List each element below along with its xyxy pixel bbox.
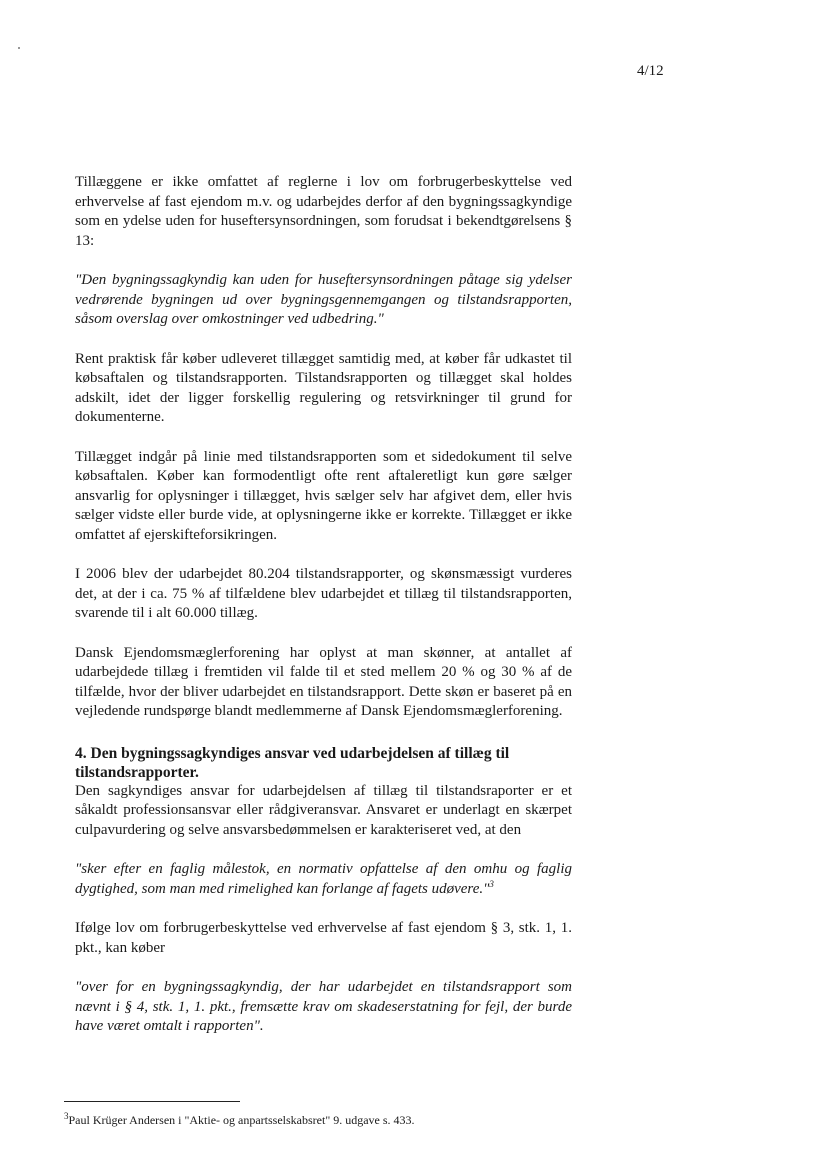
- footnote-text: Paul Krüger Andersen i "Aktie- og anpartsselskabsret" 9. udgave s. 433.: [68, 1113, 415, 1127]
- paragraph-tillaeg-scope: Tillæggene er ikke omfattet af reglerne i lov om forbrugerbeskyttelse ved erhvervelse af fast ejendom m.v. og udarbejdes derfor af den bygningssagkyndige som en ydelse uden for huseftersynsordningen, som forudsat i bekendtgørelsens § 13:: [75, 174, 572, 249]
- paragraph-estimate: Dansk Ejendomsmæglerforening har oplyst at man skønner, at antallet af udarbejdede tillæg i fremtiden vil falde til et sted mellem 20 % og 30 % af de tilfælde, hvor der bliver udarbejdet en tilstandsrapport. Dette skøn er baseret på en vejledende rundspørge blandt medlemmerne af Dansk Ejendomsmæglerforening.: [75, 644, 572, 719]
- footnote-marker: 3: [64, 1111, 69, 1121]
- footnote-reference: 3: [489, 878, 494, 889]
- quote-skadeserstatning: "over for en bygningssagkyndig, der har udarbejdet en tilstandsrapport som nævnt i § 4, stk. 1, 1. pkt., fremsætte krav om skadeserstatning for fejl, der burde have været omtalt i rapporten".: [75, 979, 572, 1034]
- footnote: [64, 1113, 415, 1128]
- section-heading-4: 4. Den bygningssagkyndiges ansvar ved udarbejdelsen af tillæg til tilstandsrapporter.: [75, 744, 510, 781]
- quote-faglig-text: "sker efter en faglig målestok, en normativ opfattelse af den omhu og faglig dygtighed, som man med rimelighed kan forlange af fagets udøvere.": [75, 861, 572, 897]
- paragraph-practical: Rent praktisk får køber udleveret tillægget samtidig med, at køber får udkastet til købsaftalen og tilstandsrapporten. Tilstandsrapporten og tillægget skal holdes adskilt, idet der ligger forskellig regulering og retsvirkninger til grund for dokumenterne.: [75, 350, 572, 425]
- page-body: [75, 173, 572, 1037]
- paragraph-sidedokument: Tillægget indgår på linie med tilstandsrapporten som et sidedokument til selve købsaftalen. Køber kan formodentligt ofte rent aftaleretligt kun gøre sælger ansvarlig for oplysninger i tillægget, hvis sælger selv har afgivet dem, eller hvis sælger vidste eller burde vide, at oplysningerne ikke er korrekte. Tillægget er ikke omfattet af ejerskifteforsikringen.: [75, 448, 572, 543]
- page-number: 4/12: [637, 63, 664, 79]
- quote-bekendtgoerelse: "Den bygningssagkyndig kan uden for huseftersynsordningen påtage sig ydelser vedrørende bygningen ud over bygningsgennemgangen og tilstandsrapporten, såsom overslag over omkostninger ved udbedring.": [75, 272, 572, 327]
- scan-speck: [18, 47, 20, 49]
- paragraph-liability: Den sagkyndiges ansvar for udarbejdelsen af tillæg til tilstandsraporter er et såkaldt professionsansvar eller rådgiveransvar. Ansvaret er underlagt en skærpet culpavurdering og selve ansvarsbedømmelsen er karakteriseret ved, at den: [75, 782, 572, 838]
- paragraph-statistics: I 2006 blev der udarbejdet 80.204 tilstandsrapporter, og skønsmæssigt vurderes det, at der i ca. 75 % af tilfældene blev udarbejdet et tillæg til tilstandsrapporten, svarende til i alt 60.000 tillæg.: [75, 566, 572, 621]
- footnote-divider: [64, 1101, 240, 1102]
- quote-faglig-maalestok: [75, 860, 572, 899]
- paragraph-law-reference: Ifølge lov om forbrugerbeskyttelse ved erhvervelse af fast ejendom § 3, stk. 1, 1. pkt., kan køber: [75, 920, 572, 956]
